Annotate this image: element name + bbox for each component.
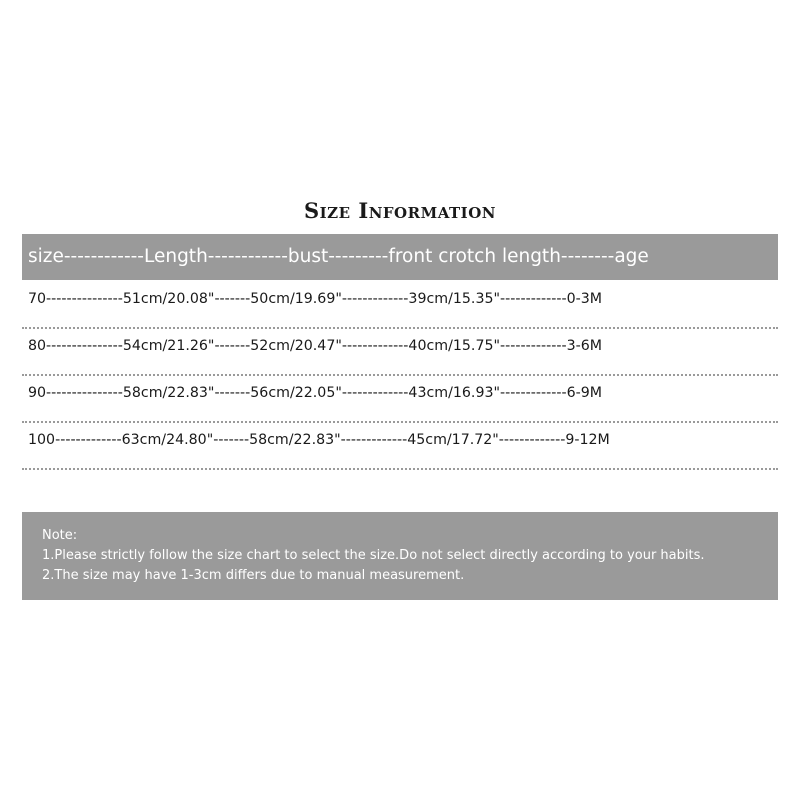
note-heading: Note: — [42, 528, 78, 543]
page-title: Size Information — [304, 198, 496, 223]
size-row-text: 70---------------51cm/20.08"-------50cm/19.69"-------------39cm/15.35"-------------0-3M — [28, 291, 602, 307]
size-row-100 — [22, 423, 778, 470]
size-row-text: 100-------------63cm/24.80"-------58cm/22.83"-------------45cm/17.72"-------------9-12M — [28, 432, 610, 448]
size-row-80 — [22, 329, 778, 376]
size-row-text: 80---------------54cm/21.26"-------52cm/20.47"-------------40cm/15.75"-------------3-6M — [28, 338, 602, 354]
size-row-70 — [22, 282, 778, 329]
size-table-header: size------------Length------------bust---------front crotch length--------age — [22, 234, 778, 280]
note-box — [22, 512, 778, 600]
size-row-90 — [22, 376, 778, 423]
note-line-2: 2.The size may have 1-3cm differs due to manual measurement. — [42, 568, 465, 583]
note-line-1: 1.Please strictly follow the size chart to select the size.Do not select directly according to your habits. — [42, 548, 705, 563]
size-row-text: 90---------------58cm/22.83"-------56cm/22.05"-------------43cm/16.93"-------------6-9M — [28, 385, 602, 401]
